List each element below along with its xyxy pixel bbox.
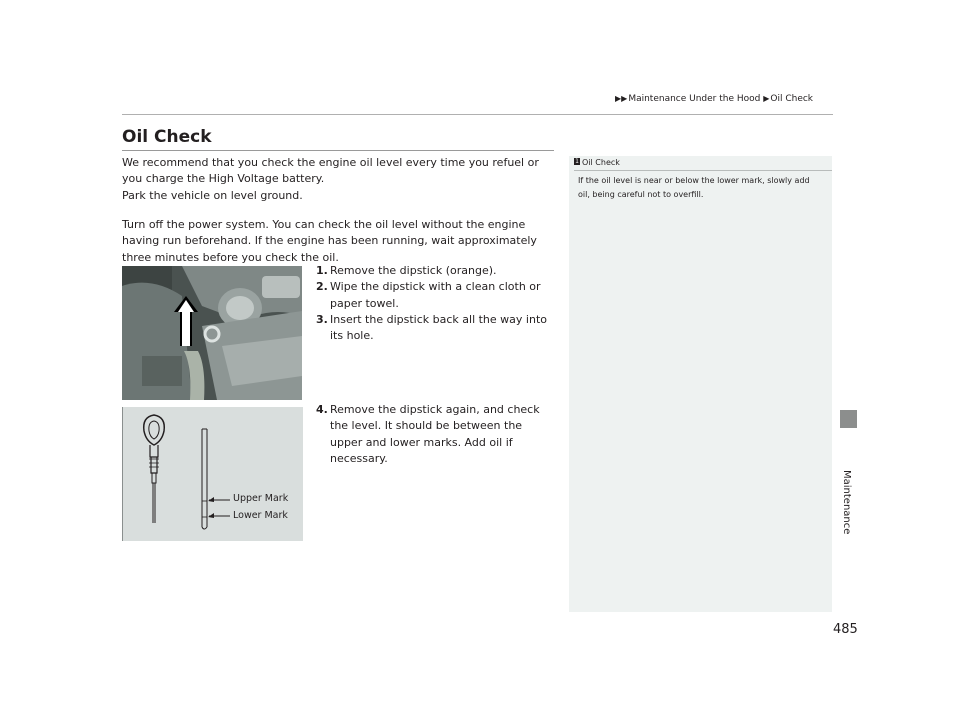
upper-mark-label: Upper Mark	[233, 493, 289, 504]
step-text: Remove the dipstick again, and check the level. It should be between the upper and lower marks. Add oil if necessary.	[330, 403, 540, 465]
dipstick-diagram	[122, 407, 303, 541]
page-number: 485	[833, 622, 858, 637]
engine-bay-photo	[122, 266, 302, 400]
breadcrumb-current: Oil Check	[770, 94, 814, 104]
step-text: Wipe the dipstick with a clean cloth or paper towel.	[330, 280, 541, 310]
breadcrumb	[615, 94, 813, 104]
note-panel	[569, 156, 832, 612]
triangle-right-icon: ▶	[763, 94, 770, 103]
triangle-right-icon: ▶▶	[615, 94, 628, 103]
step-item	[316, 279, 556, 312]
step-number: 3.	[316, 312, 328, 326]
step-number: 4.	[316, 403, 328, 416]
engine-bay-illustration	[122, 266, 302, 400]
step-item	[316, 402, 556, 467]
step-text: Insert the dipstick back all the way into its hole.	[330, 312, 547, 343]
breadcrumb-parent: Maintenance Under the Hood	[628, 94, 761, 104]
note-heading	[574, 158, 620, 167]
step-number: 2.	[316, 280, 328, 294]
note-heading-text: Oil Check	[582, 158, 620, 167]
intro-text: Park the vehicle on level ground.	[122, 188, 303, 202]
note-divider	[574, 170, 832, 171]
step-4-block	[316, 402, 556, 467]
step-text: Remove the dipstick (orange).	[330, 264, 497, 277]
steps-list	[316, 263, 556, 344]
section-tab-marker	[840, 410, 857, 428]
intro-paragraph-1	[122, 155, 562, 204]
intro-text: We recommend that you check the engine oil level every time you refuel or you charge the High Voltage battery.	[122, 156, 539, 186]
header-divider	[122, 114, 833, 115]
title-divider	[122, 150, 554, 151]
note-reference-icon: 1	[575, 158, 579, 165]
page-title: Oil Check	[122, 127, 212, 147]
section-side-label: Maintenance	[841, 470, 852, 535]
step-item	[316, 263, 556, 279]
lower-mark-label: Lower Mark	[233, 510, 288, 521]
intro-paragraph-2: Turn off the power system. You can check the oil level without the engine having run beforehand. If the engine has been running, wait approximately three minutes before you check the oil.	[122, 218, 537, 264]
step-item	[316, 312, 556, 345]
step-number: 1.	[316, 264, 328, 277]
note-text: If the oil level is near or below the lower mark, slowly add oil, being careful not to overfill.	[578, 176, 810, 199]
